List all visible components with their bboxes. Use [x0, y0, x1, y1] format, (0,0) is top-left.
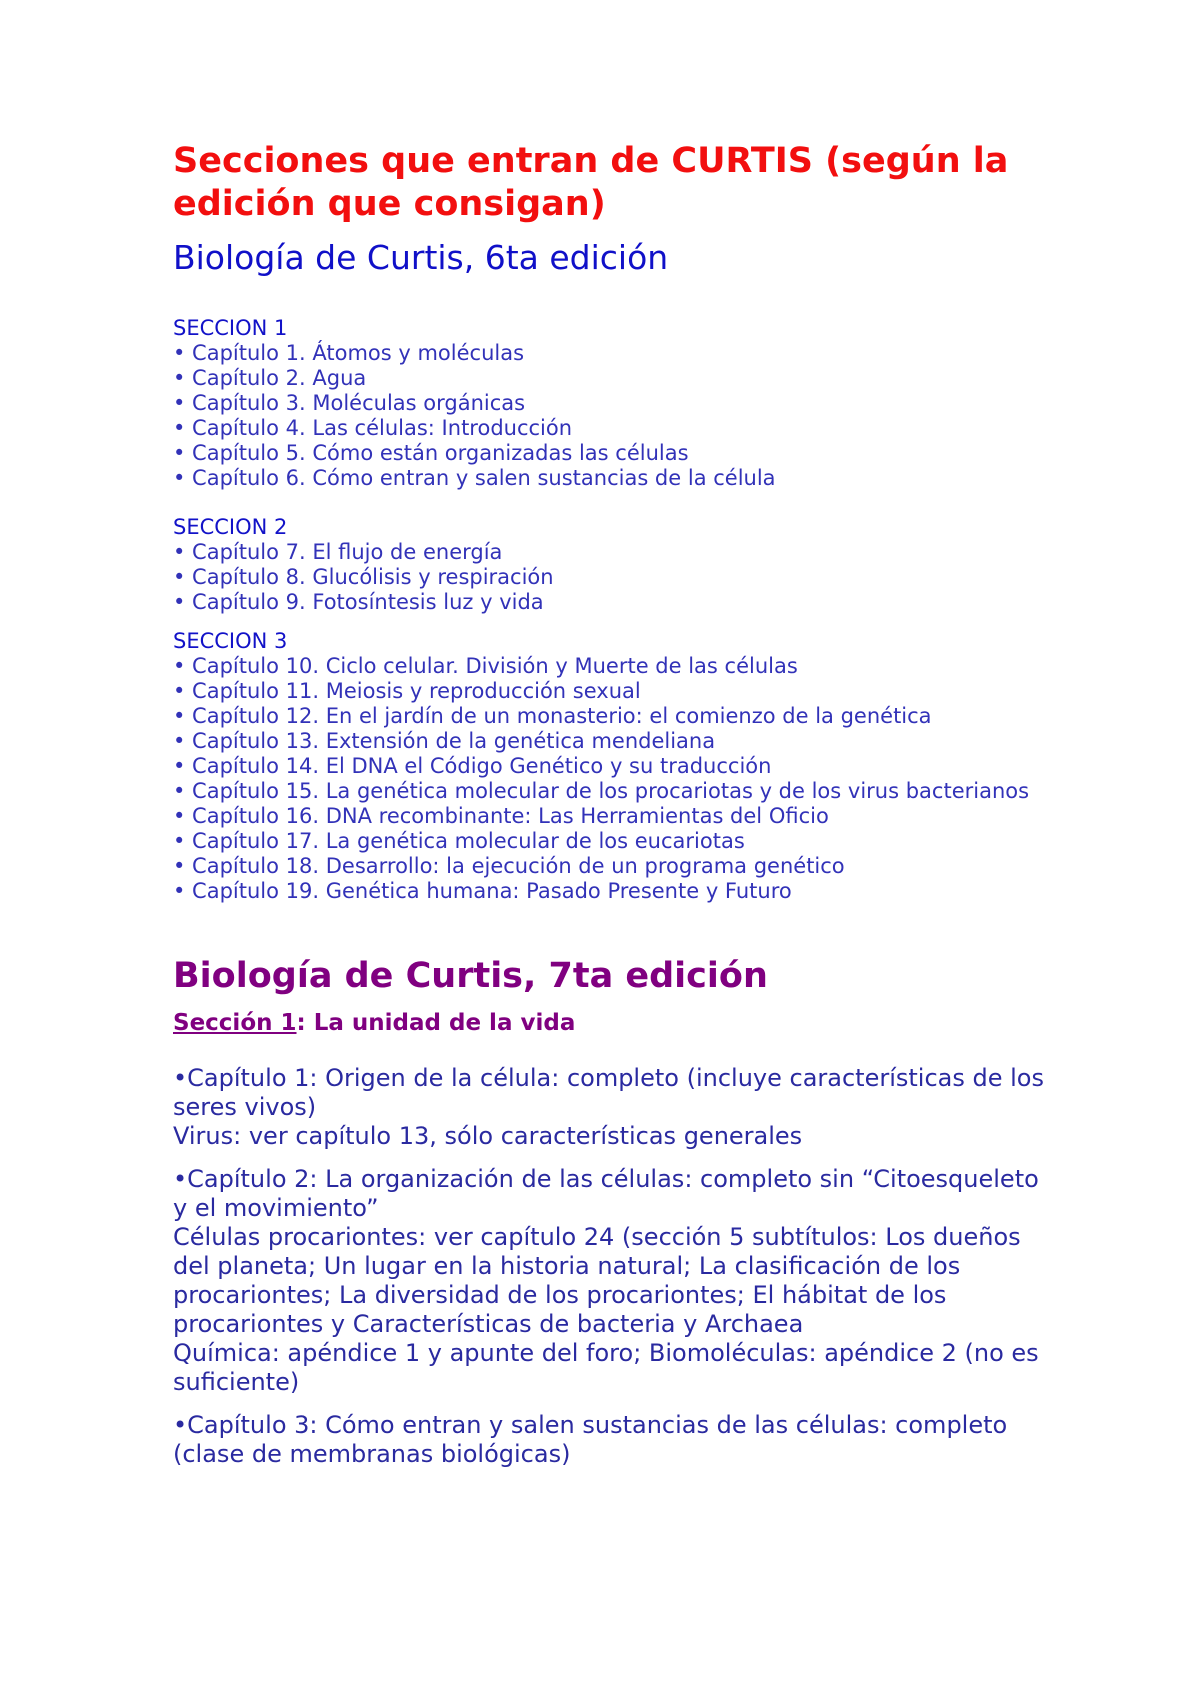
chapter-block	[173, 1064, 1053, 1151]
edition6-section-3	[173, 629, 1053, 904]
edition6-section-2	[173, 515, 1053, 615]
chapter-item: • Capítulo 4. Las células: Introducción	[173, 416, 573, 440]
section-heading: SECCION 2	[173, 515, 288, 539]
chapter-text: •Capítulo 3: Cómo entran y salen sustancias de las células: completo (clase de membranas biológicas)	[173, 1411, 1008, 1468]
chapter-text: •Capítulo 2: La organización de las células: completo sin “Citoesqueleto y el movimiento”	[173, 1165, 1039, 1222]
chapter-item: • Capítulo 3. Moléculas orgánicas	[173, 391, 526, 415]
chapter-note: Química: apéndice 1 y apunte del foro; Biomoléculas: apéndice 2 (no es suficiente)	[173, 1339, 1039, 1396]
chapter-item: • Capítulo 15. La genética molecular de los procariotas y de los virus bacterianos	[173, 779, 1030, 803]
chapter-item: • Capítulo 17. La genética molecular de los eucariotas	[173, 829, 745, 853]
chapter-item: • Capítulo 19. Genética humana: Pasado Presente y Futuro	[173, 879, 792, 903]
section-heading: SECCION 1	[173, 316, 288, 340]
chapter-item: • Capítulo 9. Fotosíntesis luz y vida	[173, 590, 544, 614]
chapter-item: • Capítulo 6. Cómo entran y salen sustancias de la célula	[173, 466, 776, 490]
edition7-title: Biología de Curtis, 7ta edición	[173, 956, 768, 996]
chapter-note: Células procariontes: ver capítulo 24 (sección 5 subtítulos: Los dueños del planeta; Un lugar en la historia natural; La clasificación de los procariontes; La diversidad de los procariontes; El hábitat de los procariontes y Características de bacteria y Archaea	[173, 1223, 1021, 1338]
chapter-item: • Capítulo 13. Extensión de la genética mendeliana	[173, 729, 716, 753]
chapter-text: •Capítulo 1: Origen de la célula: completo (incluye características de los seres vivos)	[173, 1064, 1044, 1121]
chapter-item: • Capítulo 5. Cómo están organizadas las células	[173, 441, 689, 465]
chapter-item: • Capítulo 1. Átomos y moléculas	[173, 341, 525, 365]
document-content	[173, 140, 1053, 1469]
chapter-list	[173, 341, 1053, 491]
chapter-note: Virus: ver capítulo 13, sólo características generales	[173, 1122, 803, 1150]
chapter-item: • Capítulo 10. Ciclo celular. División y Muerte de las células	[173, 654, 798, 678]
document-title: Secciones que entran de CURTIS (según la edición que consigan)	[173, 141, 1009, 224]
chapter-item: • Capítulo 18. Desarrollo: la ejecución de un programa genético	[173, 854, 845, 878]
edition7-section-heading	[173, 1008, 1053, 1038]
chapter-item: • Capítulo 8. Glucólisis y respiración	[173, 565, 554, 589]
section-label: Sección 1	[173, 1010, 297, 1036]
chapter-item: • Capítulo 7. El flujo de energía	[173, 540, 503, 564]
edition6-section-1	[173, 316, 1053, 491]
chapter-item: • Capítulo 2. Agua	[173, 366, 367, 390]
chapter-item: • Capítulo 12. En el jardín de un monasterio: el comienzo de la genética	[173, 704, 932, 728]
chapter-block	[173, 1411, 1053, 1469]
section-heading: SECCION 3	[173, 629, 288, 653]
edition6-title: Biología de Curtis, 6ta edición	[173, 238, 669, 277]
chapter-item: • Capítulo 14. El DNA el Código Genético y su traducción	[173, 754, 772, 778]
chapter-list	[173, 540, 1053, 615]
chapter-item: • Capítulo 16. DNA recombinante: Las Herramientas del Oficio	[173, 804, 829, 828]
chapter-list	[173, 654, 1053, 904]
section-title: : La unidad de la vida	[296, 1010, 576, 1036]
chapter-item: • Capítulo 11. Meiosis y reproducción sexual	[173, 679, 641, 703]
chapter-block	[173, 1165, 1053, 1397]
